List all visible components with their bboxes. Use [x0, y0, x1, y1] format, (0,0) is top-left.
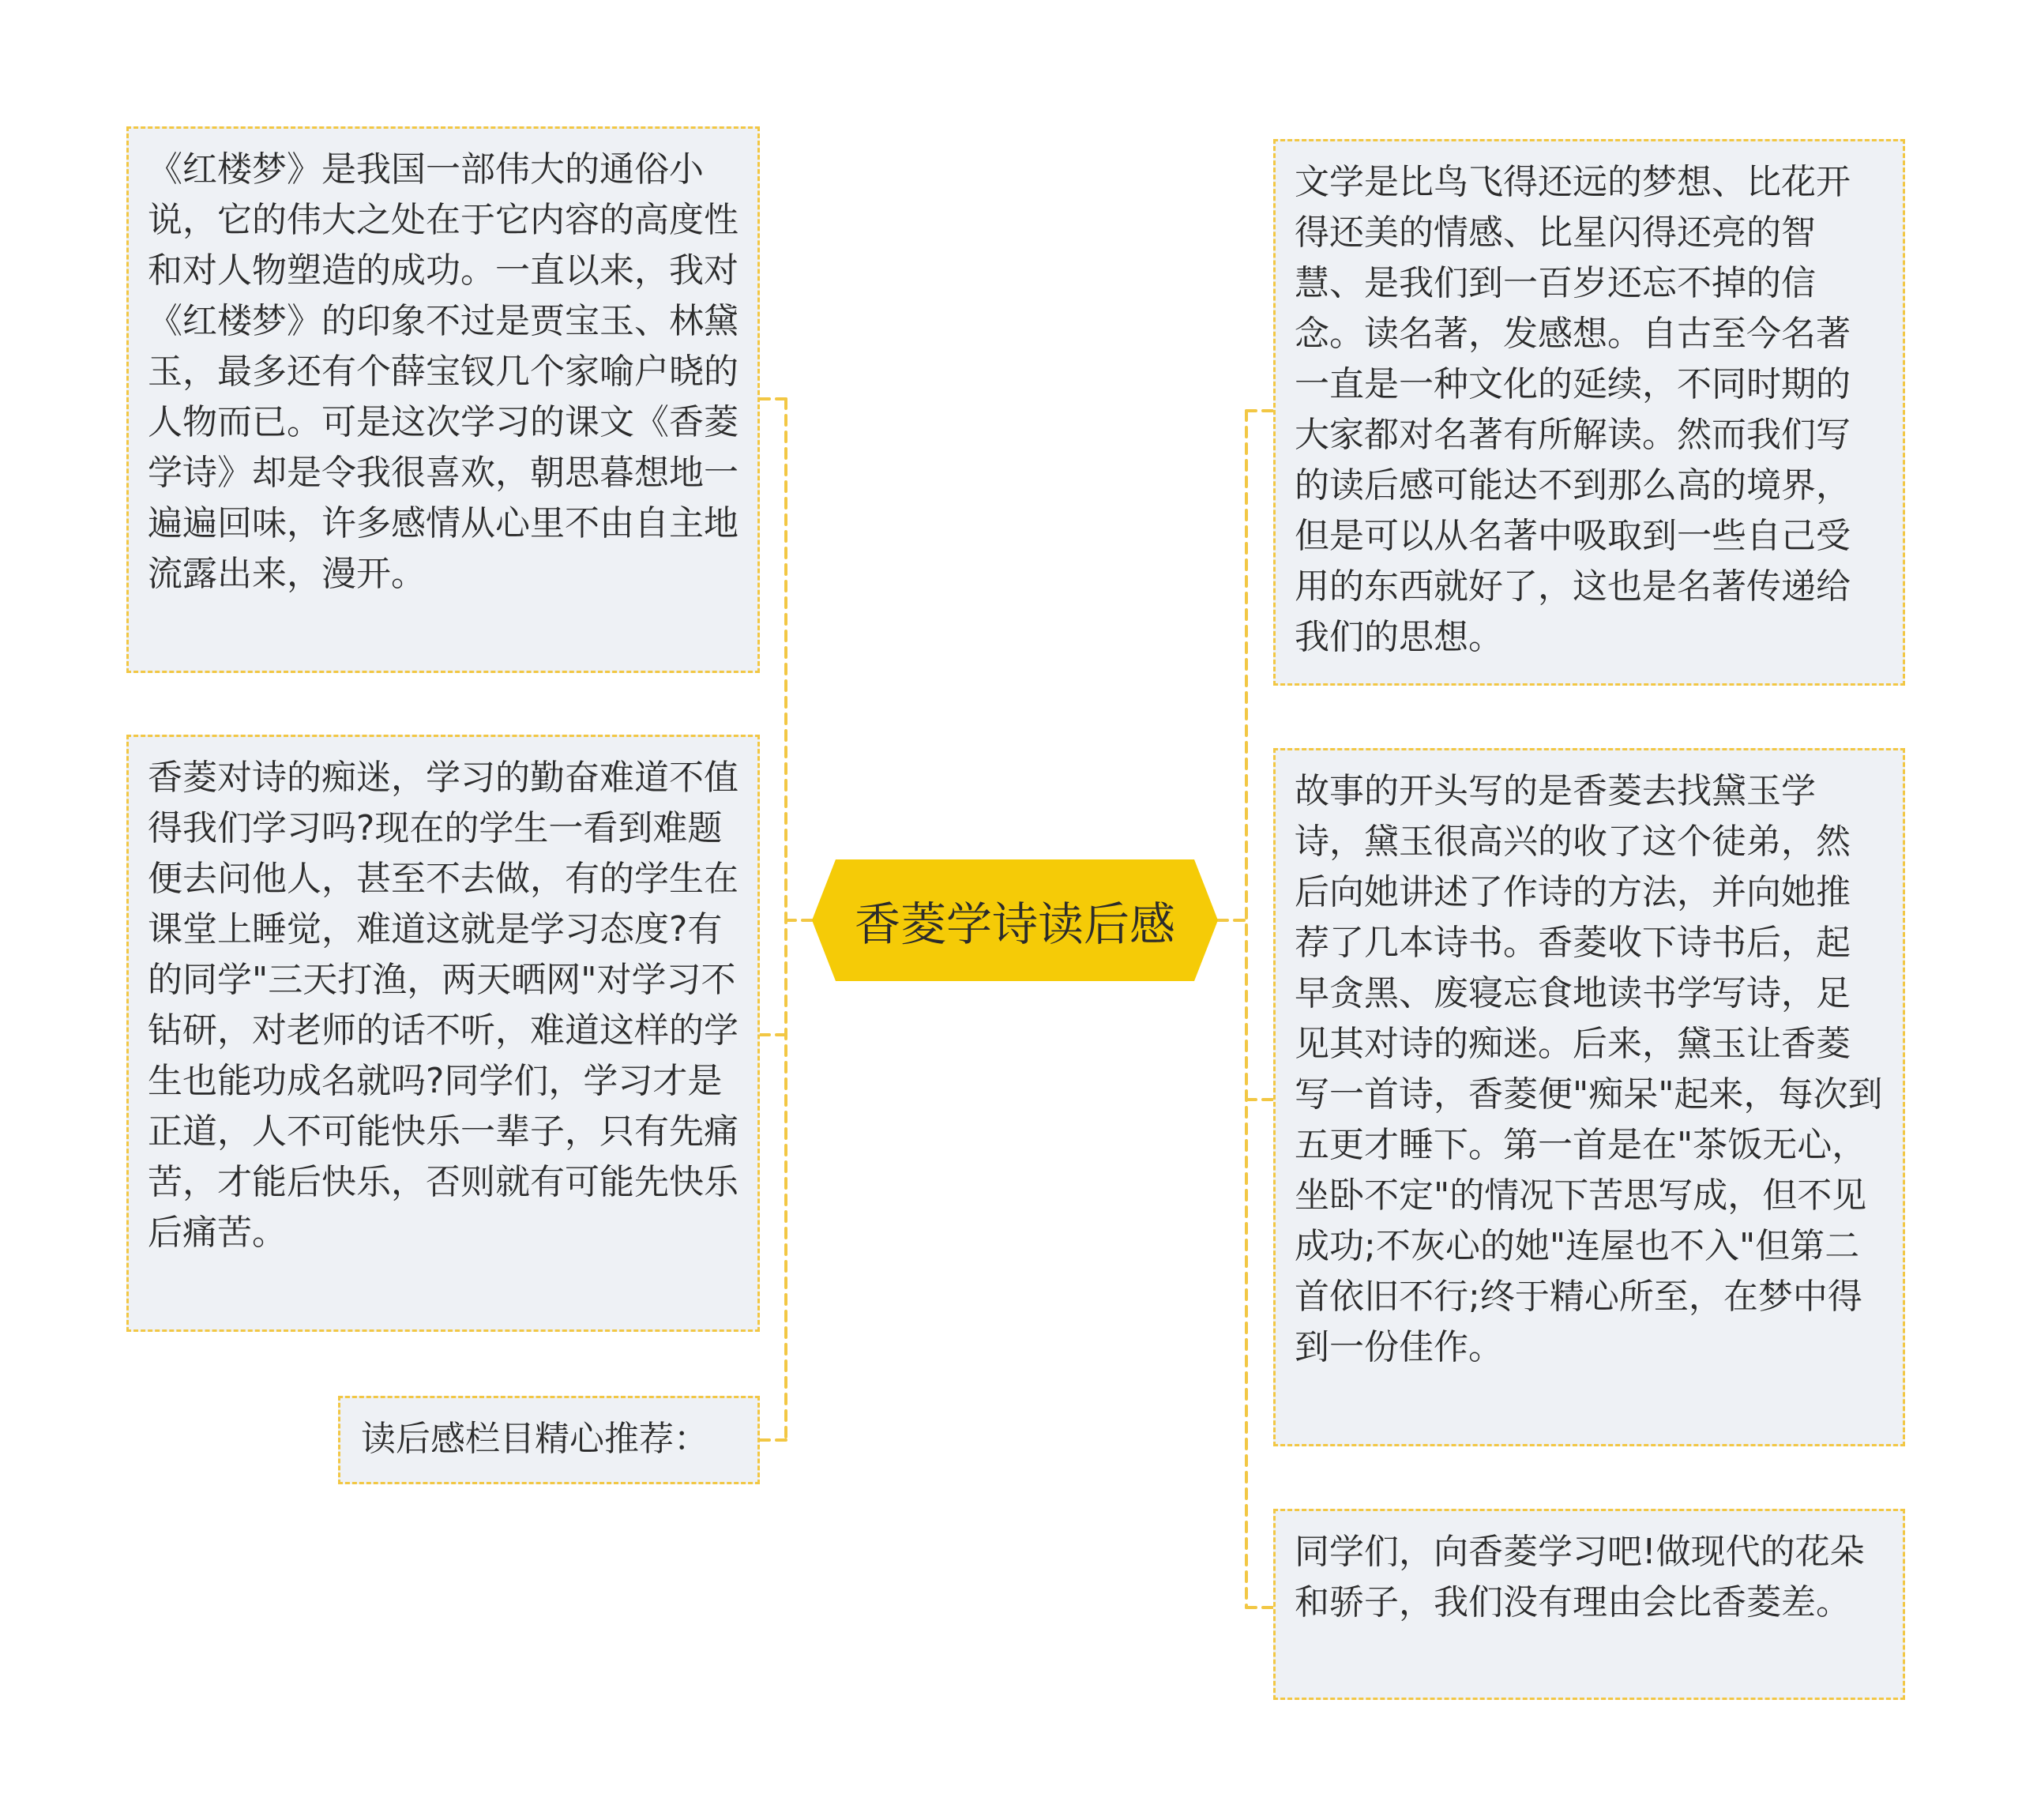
left-topic-1[interactable] [126, 126, 760, 673]
left-topic-1-text: 《红楼梦》是我国一部伟大的通俗小说，它的伟大之处在于它内容的高度性和对人物塑造的成功。一直以来，我对《红楼梦》的印象不过是贾宝玉、林黛玉，最多还有个薛宝钗几个家喻户晓的人物而已。可是这次学习的课文《香菱学诗》却是令我很喜欢，朝思暮想地一遍遍回味，许多感情从心里不由自主地流露出来，漫开。 [148, 149, 739, 594]
central-topic[interactable] [812, 859, 1218, 981]
central-topic-label: 香菱学诗读后感 [854, 897, 1175, 951]
right-topic-2-text: 故事的开头写的是香菱去找黛玉学诗，黛玉很高兴的收了这个徒弟，然后向她讲述了作诗的方法，并向她推荐了几本诗书。香菱收下诗书后，起早贪黑、废寝忘食地读书学写诗，足见其对诗的痴迷。后来，黛玉让香菱写一首诗，香菱便"痴呆"起来，每次到五更才睡下。第一首是在"茶饭无心，坐卧不定"的情况下苦思写成，但不见成功;不灰心的她"连屋也不入"但第二首依旧不行;终于精心所至，在梦中得到一份佳作。 [1295, 771, 1883, 1367]
right-topic-1[interactable] [1273, 139, 1905, 686]
right-topic-3-text: 同学们，向香菱学习吧!做现代的花朵和骄子，我们没有理由会比香菱差。 [1295, 1532, 1865, 1623]
right-topic-2[interactable] [1273, 748, 1905, 1446]
left-topic-2[interactable] [126, 735, 760, 1332]
left-topic-2-text: 香菱对诗的痴迷，学习的勤奋难道不值得我们学习吗?现在的学生一看到难题便去问他人，甚至不去做，有的学生在课堂上睡觉，难道这就是学习态度?有的同学"三天打渔，两天晒网"对学习不钻研，对老师的话不听，难道这样的学生也能功成名就吗?同学们，学习才是正道，人不可能快乐一辈子，只有先痛苦，才能后快乐，否则就有可能先快乐后痛苦。 [148, 758, 739, 1253]
left-topic-3-text: 读后感栏目精心推荐： [361, 1419, 708, 1459]
left-topic-3[interactable] [338, 1396, 760, 1484]
right-topic-1-text: 文学是比鸟飞得还远的梦想、比花开得还美的情感、比星闪得还亮的智慧、是我们到一百岁还忘不掉的信念。读名著，发感想。自古至今名著一直是一种文化的延续，不同时期的大家都对名著有所解读。然而我们写的读后感可能达不到那么高的境界，但是可以从名著中吸取到一些自己受用的东西就好了，这也是名著传递给我们的思想。 [1295, 162, 1851, 657]
right-topic-3[interactable] [1273, 1509, 1905, 1700]
